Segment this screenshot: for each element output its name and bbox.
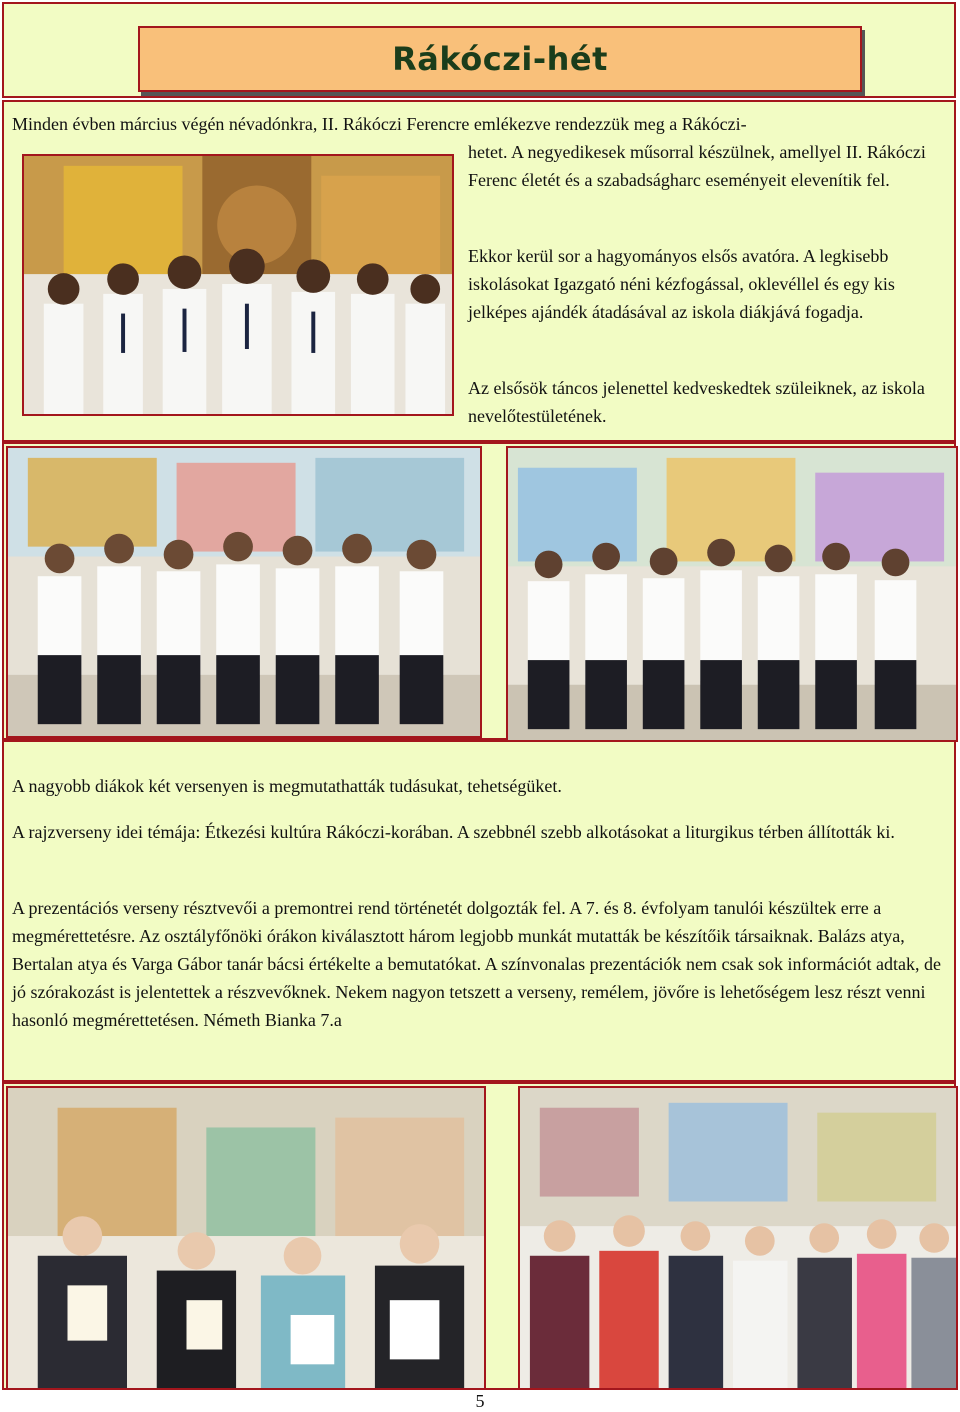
page-title: Rákóczi-hét: [392, 40, 608, 78]
photo-first-graders-group-1: [6, 446, 482, 738]
avato-paragraph: Ekkor kerül sor a hagyományos elsős avatóra. A legkisebb iskolásokat Igazgató néni kézfogással, oklevéllel és egy kis jelképes ajándék átadásával az iskola diákjává fogadja.: [468, 246, 895, 322]
section-rakoczi-intro: [2, 100, 956, 442]
drawing-competition: A rajzverseny idei témája: Étkezési kultúra Rákóczi-korában. A szebbnél szebb alkotásokat a liturgikus térben állították ki.: [12, 822, 895, 842]
photo-stage-performance: [22, 154, 454, 416]
page-number: 5: [475, 1391, 485, 1411]
intro-continuation: hetet. A negyedikesek műsorral készülnek, amellyel II. Rákóczi Ferenc életét és a szabadságharc eseményeit elevenítik fel.: [468, 142, 926, 190]
presentation-competition: A prezentációs verseny résztvevői a premontrei rend történetét dolgozták fel. A 7. és 8. évfolyam tanulói készültek erre a megmérettetésre. Az osztályfőnöki órákon kiválasztott három legjobb munkát mutatták be készítőik társaiknak. Balázs atya, Bertalan atya és Varga Gábor tanár bácsi értékelte a bemutatókat. A színvonalas prezentációk nem csak sok információt adtak, de jó szórakozást is jelentettek a részvevőknek. Nekem nagyon tetszett a verseny, remélem, jövőre is lehetőségem lesz részt venni hasonló megmérettetésen. Németh Bianka 7.a: [12, 898, 941, 1030]
photo-older-students-2: [518, 1086, 958, 1390]
photo-older-students-1: [6, 1086, 486, 1390]
competitions-intro: A nagyobb diákok két versenyen is megmutathatták tudásukat, tehetségüket.: [12, 776, 562, 796]
section-competitions: [2, 740, 956, 1082]
title-box: [138, 26, 862, 92]
section-first-grader-photos: [2, 442, 956, 740]
section-older-student-photos: [2, 1082, 956, 1390]
photo-first-graders-group-2: [506, 446, 958, 742]
title-band: [2, 2, 956, 98]
intro-first-line: Minden évben március végén névadónkra, II. Rákóczi Ferencre emlékezve rendezzük meg a Rákóczi-: [12, 114, 747, 134]
tanc-paragraph: Az elsősök táncos jelenettel kedveskedtek szüleiknek, az iskola nevelőtestületének.: [468, 378, 925, 426]
